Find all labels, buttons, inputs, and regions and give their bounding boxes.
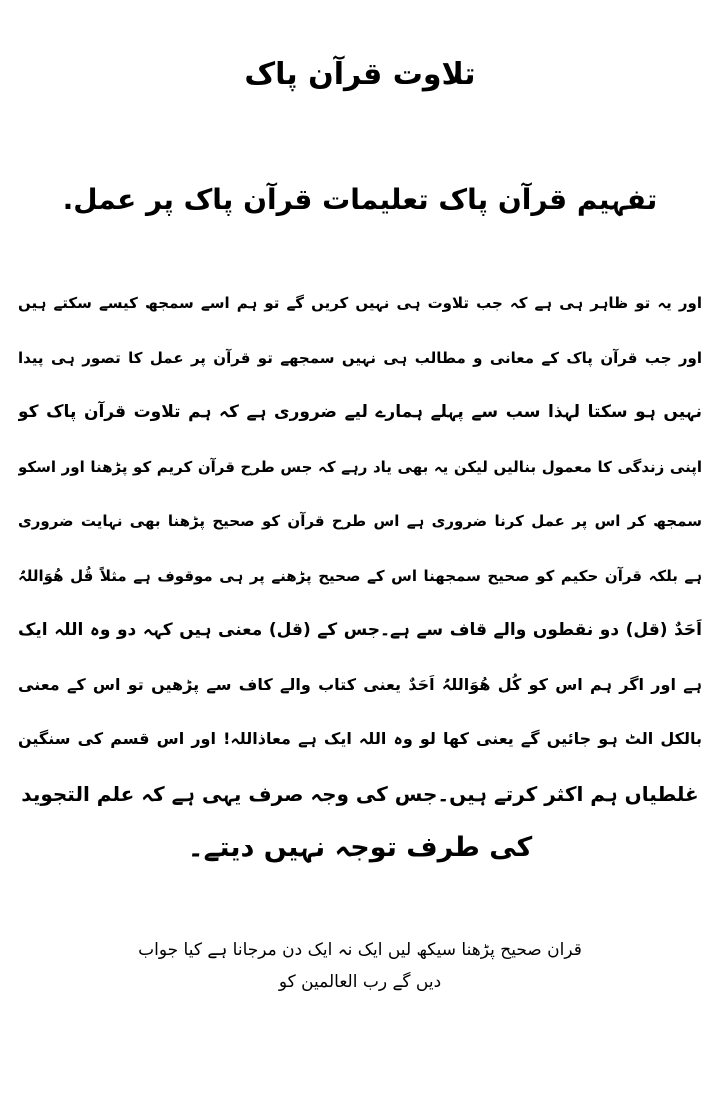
- paragraph-line: غلطیاں ہم اکثر کرتے ہیں۔جس کی وجہ صرف یہی ہے کہ علم التجوید: [21, 781, 699, 806]
- paragraph-line: اَحَدٌ (قل) دو نقطوں والے قاف سے ہے۔جس کے (قل) معنی ہیں کہہ دو وہ اللہ ایک: [18, 620, 702, 640]
- footer-line: دیں گے رب العالمین کو: [278, 972, 442, 992]
- footer-note: [0, 934, 720, 998]
- page-subtitle: تفہیم قرآن پاک تعلیمات قرآن پاک پر عمل.: [62, 183, 658, 216]
- paragraph-line: اپنی زندگی کا معمول بنالیں لیکن یہ بھی یاد رہے کہ جس طرح قرآن کریم کو پڑھنا اور اسکو: [18, 457, 702, 476]
- paragraph-line: اور یہ تو ظاہر ہی ہے کہ جب تلاوت ہی نہیں کریں گے تو ہم اسے سمجھ کیسے سکتے ہیں: [18, 294, 702, 312]
- paragraph-line: ہے بلکہ قرآن حکیم کو صحیح سمجھنا اس کے صحیح پڑھنے پر ہی موقوف ہے مثلاً قُل ھُوَاللہُ: [18, 566, 702, 585]
- paragraph-line: ہے اور اگر ہم اس کو کُل ھُوَاللہُ اَحَدٌ یعنی کتاب والے کاف سے پڑھیں تو اس کے معنی: [18, 674, 702, 694]
- page-title: تلاوت قرآن پاک: [244, 57, 476, 92]
- paragraph-line: کی طرف توجہ نہیں دیتے۔: [187, 832, 533, 863]
- paragraph-line: نہیں ہو سکتا لہذا سب سے پہلے ہمارے لیے ضروری ہے کہ ہم تلاوت قرآن پاک کو: [18, 402, 702, 422]
- body-paragraph: [18, 276, 702, 876]
- footer-line: قران صحیح پڑھنا سیکھ لیں ایک نہ ایک دن مرجانا ہے کیا جواب: [138, 940, 582, 960]
- paragraph-line: سمجھ کر اس پر عمل کرنا ضروری ہے اس طرح قرآن کو صحیح پڑھنا بھی نہایت ضروری: [18, 512, 702, 530]
- paragraph-line: بالکل الٹ ہو جائیں گے یعنی کھا لو وہ اللہ ایک ہے معاذاللہ! اور اس قسم کی سنگین: [18, 729, 702, 748]
- paragraph-line: اور جب قرآن پاک کے معانی و مطالب ہی نہیں سمجھے تو قرآن پر عمل کا تصور ہی پیدا: [18, 348, 702, 367]
